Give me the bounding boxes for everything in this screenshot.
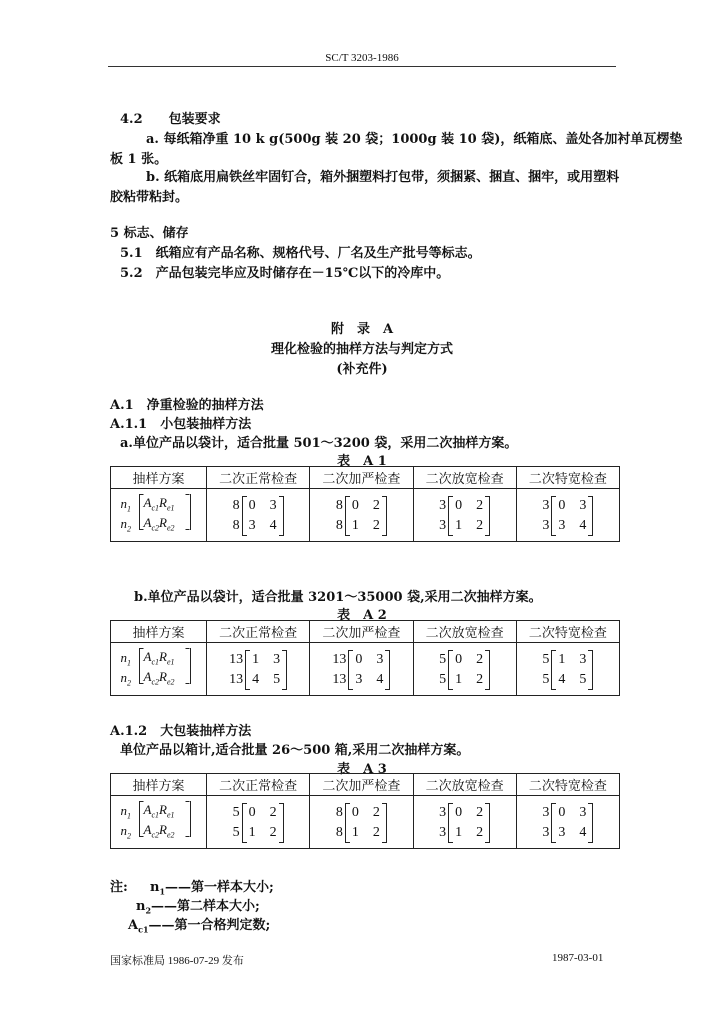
section-4-2-item-b-line1: b. 纸箱底用扁铁丝牢固钉合，箱外捆塑料打包带，须捆紧、捆直、捆牢，或用塑料 bbox=[146, 170, 620, 185]
reject-number: 3 bbox=[579, 805, 587, 820]
reject-number: 3 bbox=[273, 652, 281, 667]
accept-number: 1 bbox=[248, 825, 256, 840]
sample-size: 3 bbox=[439, 518, 447, 533]
accept-number: 0 bbox=[248, 805, 256, 820]
accept-number: 4 bbox=[558, 672, 566, 687]
sample-size: 5 bbox=[542, 672, 550, 687]
scheme-matrix bbox=[336, 803, 387, 843]
table-a2-caption: 表 A 2 bbox=[337, 608, 387, 623]
sample-size: 3 bbox=[439, 498, 447, 513]
note-ac1: $A_{c1}——$第一合格判定数; bbox=[128, 918, 271, 935]
accept-number: 1 bbox=[558, 652, 566, 667]
sample-size: 3 bbox=[542, 825, 550, 840]
note-n2: $n_2——$第二样本大小; bbox=[136, 899, 260, 916]
sample-size: 5 bbox=[439, 672, 447, 687]
accept-number: 1 bbox=[351, 825, 359, 840]
accept-number: 0 bbox=[455, 805, 463, 820]
reject-number: 2 bbox=[476, 805, 484, 820]
scheme-value-cell bbox=[413, 643, 516, 696]
sample-size: 13 bbox=[229, 652, 244, 667]
scheme-value-cell bbox=[516, 643, 619, 696]
accept-number: 0 bbox=[558, 805, 566, 820]
accept-number: 0 bbox=[248, 498, 256, 513]
sample-size: 3 bbox=[542, 805, 550, 820]
accept-number: 1 bbox=[455, 825, 463, 840]
scheme-symbol: $n_1$ $n_2$ $A_{c1}R_{e1}$ $A_{c2}R_{e2}$ bbox=[119, 491, 199, 535]
scheme-value-cell bbox=[413, 489, 516, 542]
accept-number: 0 bbox=[455, 652, 463, 667]
table-header-cell: 二次放宽检查 bbox=[413, 621, 516, 643]
accept-number: 4 bbox=[252, 672, 260, 687]
table-header-cell: 二次特宽检查 bbox=[516, 774, 619, 796]
appendix-note: (补充件) bbox=[336, 362, 388, 377]
section-5-2: 5.2 产品包装完毕应及时储存在－15℃以下的冷库中。 bbox=[120, 266, 450, 281]
a1-2-text: 单位产品以箱计,适合批量 26～500 箱,采用二次抽样方案。 bbox=[120, 743, 470, 758]
scheme-matrix bbox=[332, 650, 390, 690]
reject-number: 4 bbox=[376, 672, 384, 687]
scheme-matrix bbox=[233, 496, 284, 536]
accept-number: 3 bbox=[355, 672, 363, 687]
sample-size: 5 bbox=[232, 825, 240, 840]
scheme-value-cell bbox=[310, 643, 413, 696]
sample-size: 3 bbox=[439, 825, 447, 840]
table-header-cell: 抽样方案 bbox=[111, 774, 207, 796]
sample-size: 8 bbox=[335, 825, 343, 840]
scheme-symbol: $n_1$ $n_2$ $A_{c1}R_{e1}$ $A_{c2}R_{e2}$ bbox=[119, 798, 199, 842]
reject-number: 2 bbox=[372, 498, 380, 513]
sample-size: 13 bbox=[332, 652, 347, 667]
table-header-cell: 二次特宽检查 bbox=[516, 621, 619, 643]
table-a1 bbox=[110, 466, 620, 542]
table-header-cell: 二次正常检查 bbox=[207, 621, 310, 643]
accept-number: 1 bbox=[455, 518, 463, 533]
sample-size: 5 bbox=[439, 652, 447, 667]
scheme-value-cell bbox=[516, 796, 619, 849]
reject-number: 2 bbox=[476, 498, 484, 513]
reject-number: 3 bbox=[579, 652, 587, 667]
table-a2 bbox=[110, 620, 620, 696]
scheme-value-cell bbox=[310, 489, 413, 542]
scheme-symbol-cell bbox=[111, 796, 207, 849]
footer-effective: 1987-03-01 bbox=[552, 952, 604, 964]
a1-1-heading: A.1.1 小包装抽样方法 bbox=[110, 417, 252, 432]
sample-size: 5 bbox=[232, 805, 240, 820]
table-header-cell: 二次特宽检查 bbox=[516, 467, 619, 489]
sample-size: 5 bbox=[542, 652, 550, 667]
section-5-1: 5.1 纸箱应有产品名称、规格代号、厂名及生产批号等标志。 bbox=[120, 246, 481, 261]
section-4-2-item-b-line2: 胶粘带粘封。 bbox=[110, 190, 189, 205]
sample-size: 8 bbox=[232, 518, 240, 533]
table-header-row bbox=[111, 774, 620, 796]
table-data-row bbox=[111, 796, 620, 849]
a1-2-heading: A.1.2 大包装抽样方法 bbox=[110, 724, 252, 739]
scheme-symbol: $n_1$ $n_2$ $A_{c1}R_{e1}$ $A_{c2}R_{e2}$ bbox=[119, 645, 199, 689]
table-a1-caption: 表 A 1 bbox=[337, 454, 387, 469]
table-header-cell: 二次放宽检查 bbox=[413, 774, 516, 796]
accept-number: 0 bbox=[355, 652, 363, 667]
table-a3 bbox=[110, 773, 620, 849]
accept-number: 3 bbox=[558, 825, 566, 840]
reject-number: 2 bbox=[476, 672, 484, 687]
scheme-matrix bbox=[542, 803, 593, 843]
scheme-matrix bbox=[542, 496, 593, 536]
reject-number: 2 bbox=[269, 805, 277, 820]
scheme-matrix bbox=[229, 650, 287, 690]
footer-issued: 国家标准局 1986-07-29 发布 bbox=[110, 955, 244, 967]
reject-number: 4 bbox=[269, 518, 277, 533]
table-header-cell: 二次正常检查 bbox=[207, 774, 310, 796]
reject-number: 2 bbox=[269, 825, 277, 840]
reject-number: 3 bbox=[269, 498, 277, 513]
accept-number: 1 bbox=[252, 652, 260, 667]
scheme-value-cell bbox=[207, 489, 310, 542]
reject-number: 2 bbox=[476, 652, 484, 667]
accept-number: 3 bbox=[248, 518, 256, 533]
scheme-matrix bbox=[439, 803, 490, 843]
scheme-value-cell bbox=[207, 643, 310, 696]
table-data-row bbox=[111, 643, 620, 696]
section-4-2-heading: 4.2 包装要求 bbox=[120, 112, 221, 127]
scheme-value-cell bbox=[310, 796, 413, 849]
table-header-cell: 二次加严检查 bbox=[310, 467, 413, 489]
sample-size: 3 bbox=[439, 805, 447, 820]
section-5-heading: 5 标志、储存 bbox=[110, 226, 189, 241]
table-a3-caption: 表 A 3 bbox=[337, 762, 387, 777]
table-header-row bbox=[111, 621, 620, 643]
sample-size: 3 bbox=[542, 498, 550, 513]
accept-number: 0 bbox=[351, 805, 359, 820]
accept-number: 3 bbox=[558, 518, 566, 533]
table-data-row bbox=[111, 489, 620, 542]
scheme-symbol-cell bbox=[111, 489, 207, 542]
a1-heading: A.1 净重检验的抽样方法 bbox=[110, 398, 264, 413]
table-header-cell: 抽样方案 bbox=[111, 621, 207, 643]
scheme-matrix bbox=[336, 496, 387, 536]
note-n1: $n_1——$第一样本大小; bbox=[150, 880, 274, 897]
sample-size: 8 bbox=[335, 805, 343, 820]
reject-number: 4 bbox=[579, 518, 587, 533]
sample-size: 8 bbox=[335, 518, 343, 533]
section-4-2-item-a-line1: a. 每纸箱净重 10 k g(500g 装 20 袋；1000g 装 10 袋)，纸箱底、盖处各加衬单瓦楞垫 bbox=[146, 132, 683, 147]
scheme-matrix bbox=[233, 803, 284, 843]
scheme-value-cell bbox=[207, 796, 310, 849]
table-header-row bbox=[111, 467, 620, 489]
table-header-cell: 抽样方案 bbox=[111, 467, 207, 489]
reject-number: 2 bbox=[372, 825, 380, 840]
sample-size: 3 bbox=[542, 518, 550, 533]
reject-number: 3 bbox=[376, 652, 384, 667]
accept-number: 1 bbox=[455, 672, 463, 687]
accept-number: 1 bbox=[351, 518, 359, 533]
accept-number: 0 bbox=[351, 498, 359, 513]
header-rule bbox=[108, 66, 616, 67]
reject-number: 2 bbox=[372, 518, 380, 533]
reject-number: 5 bbox=[273, 672, 281, 687]
reject-number: 2 bbox=[372, 805, 380, 820]
accept-number: 0 bbox=[558, 498, 566, 513]
reject-number: 2 bbox=[476, 825, 484, 840]
a1-1-a-text: a.单位产品以袋计，适合批量 501～3200 袋，采用二次抽样方案。 bbox=[120, 436, 518, 451]
scheme-matrix bbox=[439, 650, 490, 690]
sample-size: 13 bbox=[229, 672, 244, 687]
section-4-2-item-a-line2: 板 1 张。 bbox=[110, 152, 168, 167]
scheme-matrix bbox=[542, 650, 593, 690]
table-header-cell: 二次加严检查 bbox=[310, 621, 413, 643]
table-header-cell: 二次放宽检查 bbox=[413, 467, 516, 489]
reject-number: 3 bbox=[579, 498, 587, 513]
sample-size: 8 bbox=[335, 498, 343, 513]
scheme-matrix bbox=[439, 496, 490, 536]
scheme-value-cell bbox=[413, 796, 516, 849]
accept-number: 0 bbox=[455, 498, 463, 513]
scheme-value-cell bbox=[516, 489, 619, 542]
appendix-title: 附 录 A bbox=[330, 322, 394, 337]
appendix-subtitle: 理化检验的抽样方法与判定方式 bbox=[270, 342, 453, 357]
notes-label: 注: bbox=[110, 880, 128, 895]
scheme-symbol-cell bbox=[111, 643, 207, 696]
a1-1-b-text: b.单位产品以袋计，适合批量 3201～35000 袋,采用二次抽样方案。 bbox=[134, 590, 542, 605]
reject-number: 4 bbox=[579, 825, 587, 840]
reject-number: 2 bbox=[476, 518, 484, 533]
sample-size: 13 bbox=[332, 672, 347, 687]
table-header-cell: 二次加严检查 bbox=[310, 774, 413, 796]
reject-number: 5 bbox=[579, 672, 587, 687]
page-header-code: SC/T 3203-1986 bbox=[325, 52, 399, 64]
table-header-cell: 二次正常检查 bbox=[207, 467, 310, 489]
sample-size: 8 bbox=[232, 498, 240, 513]
